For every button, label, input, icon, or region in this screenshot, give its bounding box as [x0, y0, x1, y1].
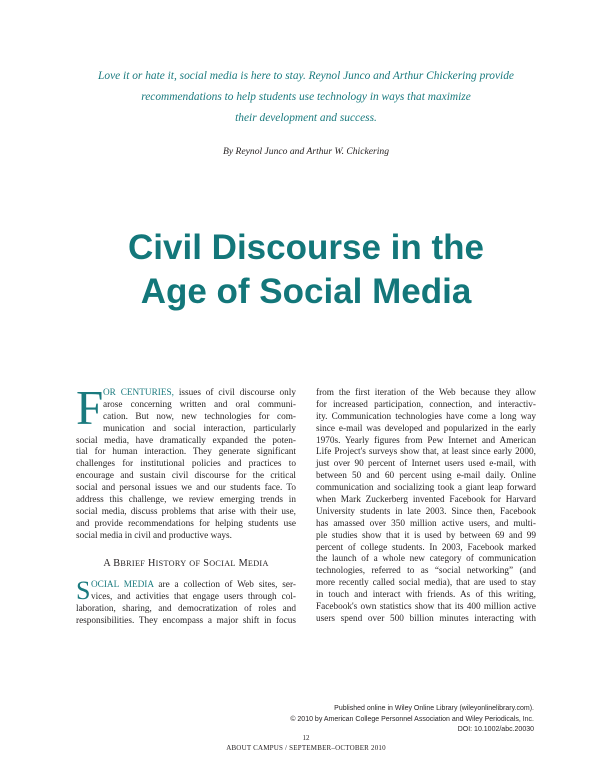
online-library-note: Published online in Wiley Online Library (wileyonlinelibrary.com).: [334, 705, 534, 712]
body-line: encourage and sustain civil discourse for the critical: [76, 471, 296, 482]
body-line: social media, discuss problems that arise with their use,: [76, 506, 296, 517]
publication-info: [290, 704, 534, 736]
body-line: responsibilities. They encompass a major shift in focus: [76, 616, 296, 627]
body-line: OCIAL MEDIA are a collection of Web sites, ser-: [91, 580, 296, 591]
page-number: 12: [302, 734, 310, 742]
drop-cap: S: [76, 576, 91, 606]
body-line: when Mark Zuckerberg invented Facebook for Harvard: [316, 495, 536, 506]
section-heading: A BBRIEF HISTORY OF SOCIAL MEDIA: [103, 557, 269, 569]
article-abstract: [60, 66, 552, 129]
abstract-line: Love it or hate it, social media is here to stay. Reynol Junco and Arthur Chickering provide: [98, 70, 514, 82]
doi: DOI: 10.1002/abc.20030: [457, 726, 534, 733]
body-line: vices, and activities that engage users through col-: [91, 592, 296, 603]
abstract-line: their development and success.: [235, 112, 377, 124]
body-line: munication and social interaction, particularly: [103, 423, 296, 434]
body-line: the launch of a whole new category of communication: [316, 554, 536, 565]
body-line: communication and socializing took a giant leap forward: [316, 483, 536, 494]
lead-in: OR CENTURIES,: [103, 388, 174, 398]
body-line: tial for human interaction. They generate significant: [76, 447, 296, 458]
title-line: Age of Social Media: [140, 272, 472, 311]
body-line: laboration, sharing, and democratization of roles and: [76, 604, 296, 615]
body-line: OR CENTURIES, issues of civil discourse only: [103, 388, 296, 398]
body-line: has amassed over 350 million active users, and multi-: [316, 518, 536, 529]
body-line: between 50 and 60 percent using e-mail daily. Online: [316, 471, 536, 482]
byline: By Reynol Junco and Arthur W. Chickering: [223, 146, 389, 157]
article-title: [40, 226, 572, 314]
body-line: challenges for institutional policies and practices to: [76, 459, 296, 470]
body-line: technologies, referred to as “social networking” (and: [316, 566, 536, 577]
body-line: in touch and interact with friends. As of this writing,: [316, 590, 536, 601]
body-line: University students in late 2003. Since then, Facebook: [316, 506, 536, 517]
body-line: more recently called social media), that are used to stay: [316, 578, 536, 589]
body-column-left: [76, 380, 296, 628]
body-line: and provide recommendations for helping students use: [76, 518, 296, 529]
body-line: since e-mail was developed and popularized in the early: [316, 423, 536, 434]
journal-footer: ABOUT CAMPUS / SEPTEMBER–OCTOBER 2010: [226, 744, 386, 752]
body-line: users spend over 500 billion minutes interacting with: [316, 613, 536, 624]
section-paragraph: [76, 576, 296, 628]
body-line: from the first iteration of the Web because they allow: [316, 388, 536, 398]
lead-in: OCIAL MEDIA: [91, 580, 154, 591]
copyright-note: © 2010 by American College Personnel Association and Wiley Periodicals, Inc.: [290, 715, 534, 723]
body-line: social media, have dramatically expanded the poten-: [76, 435, 296, 446]
body-line: social and personal issues we and our students face. To: [76, 483, 296, 494]
body-line: 1970s. Yearly figures from Pew Internet and American: [316, 435, 536, 446]
title-line: Civil Discourse in the: [128, 228, 484, 267]
body-line: ple studies show that it is used by between 69 and 99: [316, 530, 536, 541]
body-line: address this challenge, we review emerging trends in: [76, 495, 296, 506]
drop-cap: F: [76, 380, 104, 435]
body-column-right: [316, 388, 536, 626]
body-line: just over 90 percent of Internet users used e-mail, with: [316, 459, 536, 470]
body-line: Facebook's own statistics show that its 400 million active: [316, 602, 536, 613]
body-line: for increased participation, connection, and interactiv-: [316, 399, 536, 410]
body-line: Life Project's surveys show that, at least since early 2000,: [316, 447, 536, 458]
body-line: social media in civil and productive ways.: [76, 530, 232, 541]
intro-paragraph: [76, 380, 296, 543]
body-line: arose concerning written and oral communi-: [103, 399, 296, 410]
abstract-line: recommendations to help students use technology in ways that maximize: [141, 91, 471, 103]
body-line: percent of college students. In 2003, Facebook marked: [316, 542, 536, 553]
body-line: cation. But now, new technologies for com-: [103, 411, 296, 422]
body-line: ity. Communication technologies have come a long way: [316, 411, 536, 422]
